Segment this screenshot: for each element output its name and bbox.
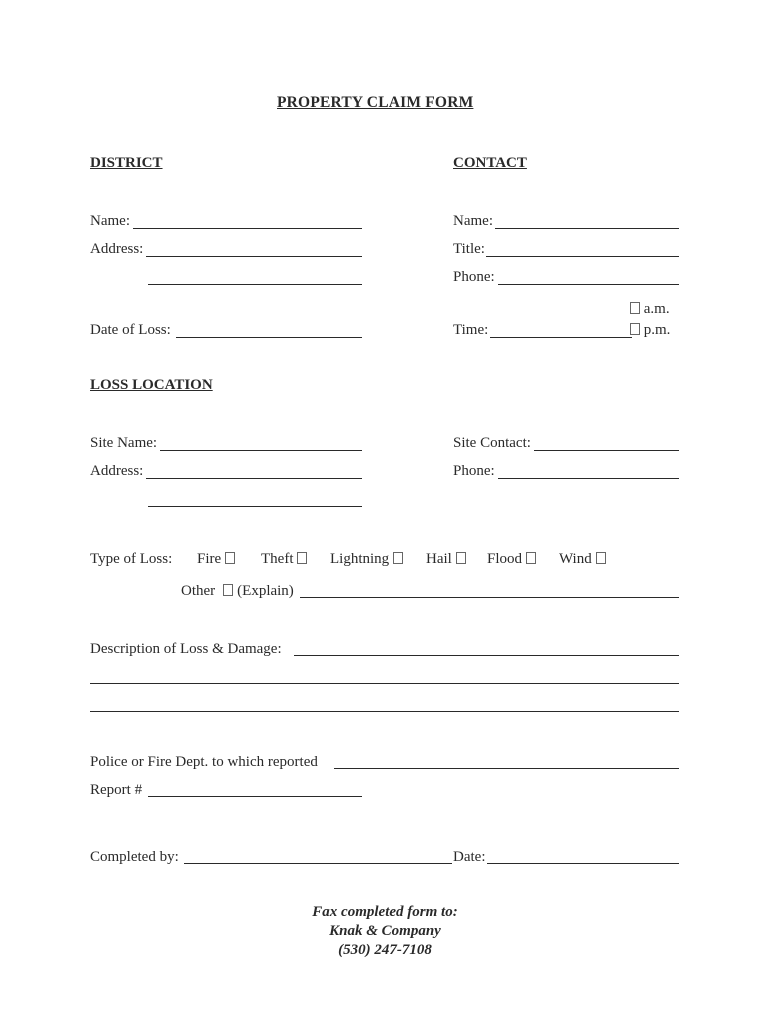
- theft-checkbox[interactable]: [297, 552, 307, 564]
- date-field[interactable]: [487, 863, 679, 864]
- explain-label: (Explain): [237, 583, 294, 599]
- report-number-field[interactable]: [148, 796, 362, 797]
- contact-phone-field[interactable]: [498, 284, 679, 285]
- contact-title-field[interactable]: [486, 256, 679, 257]
- hail-checkbox[interactable]: [456, 552, 466, 564]
- date-of-loss-label: Date of Loss:: [90, 322, 171, 338]
- site-address-field[interactable]: [146, 478, 362, 479]
- site-name-label: Site Name:: [90, 435, 158, 451]
- am-checkbox[interactable]: [630, 302, 640, 314]
- district-heading: DISTRICT: [90, 155, 163, 171]
- time-field[interactable]: [490, 337, 632, 338]
- contact-name-label: Name:: [453, 213, 493, 229]
- loss-option-hail[interactable]: [426, 550, 466, 568]
- loss-option-label: Hail: [426, 551, 452, 567]
- other-label: Other: [181, 583, 216, 599]
- site-address-field-2[interactable]: [148, 506, 362, 507]
- type-of-loss-label: Type of Loss:: [90, 551, 173, 567]
- other-checkbox[interactable]: [223, 584, 233, 596]
- site-contact-field[interactable]: [534, 450, 679, 451]
- district-address-field[interactable]: [146, 256, 362, 257]
- district-name-field[interactable]: [133, 228, 362, 229]
- site-phone-field[interactable]: [498, 478, 679, 479]
- description-field-2[interactable]: [90, 683, 679, 684]
- contact-heading: CONTACT: [453, 155, 527, 171]
- am-option[interactable]: [630, 300, 670, 318]
- am-label: a.m.: [643, 301, 670, 317]
- description-field-3[interactable]: [90, 711, 679, 712]
- police-label: Police or Fire Dept. to which reported: [90, 754, 318, 770]
- fire-checkbox[interactable]: [225, 552, 235, 564]
- loss-option-other[interactable]: [181, 582, 294, 600]
- loss-option-flood[interactable]: [487, 550, 536, 568]
- contact-title-label: Title:: [453, 241, 485, 257]
- loss-option-label: Wind: [559, 551, 592, 567]
- fax-number: (530) 247-7108: [338, 942, 432, 958]
- completed-by-label: Completed by:: [90, 849, 179, 865]
- pm-checkbox[interactable]: [630, 323, 640, 335]
- police-field[interactable]: [334, 768, 679, 769]
- fax-company: Knak & Company: [329, 923, 441, 939]
- wind-checkbox[interactable]: [596, 552, 606, 564]
- loss-option-fire[interactable]: [197, 550, 235, 568]
- date-label: Date:: [453, 849, 486, 865]
- report-number-label: Report #: [90, 782, 143, 798]
- flood-checkbox[interactable]: [526, 552, 536, 564]
- time-label: Time:: [453, 322, 489, 338]
- completed-by-field[interactable]: [184, 863, 452, 864]
- description-field-1[interactable]: [294, 655, 679, 656]
- loss-option-label: Lightning: [330, 551, 390, 567]
- site-contact-label: Site Contact:: [453, 435, 531, 451]
- loss-location-heading: LOSS LOCATION: [90, 377, 213, 393]
- other-explain-field[interactable]: [300, 597, 679, 598]
- district-address-label: Address:: [90, 241, 144, 257]
- loss-option-wind[interactable]: [559, 550, 606, 568]
- loss-option-label: Theft: [261, 551, 294, 567]
- description-label: Description of Loss & Damage:: [90, 641, 282, 657]
- district-address-field-2[interactable]: [148, 284, 362, 285]
- fax-instruction: Fax completed form to:: [312, 904, 458, 920]
- loss-option-lightning[interactable]: [330, 550, 403, 568]
- site-address-label: Address:: [90, 463, 144, 479]
- site-name-field[interactable]: [160, 450, 362, 451]
- loss-option-label: Fire: [197, 551, 222, 567]
- loss-option-label: Flood: [487, 551, 523, 567]
- district-name-label: Name:: [90, 213, 130, 229]
- form-title: PROPERTY CLAIM FORM: [277, 94, 474, 111]
- pm-option[interactable]: [630, 321, 670, 339]
- lightning-checkbox[interactable]: [393, 552, 403, 564]
- contact-phone-label: Phone:: [453, 269, 495, 285]
- contact-name-field[interactable]: [495, 228, 679, 229]
- site-phone-label: Phone:: [453, 463, 495, 479]
- loss-option-theft[interactable]: [261, 550, 307, 568]
- pm-label: p.m.: [643, 322, 671, 338]
- date-of-loss-field[interactable]: [176, 337, 362, 338]
